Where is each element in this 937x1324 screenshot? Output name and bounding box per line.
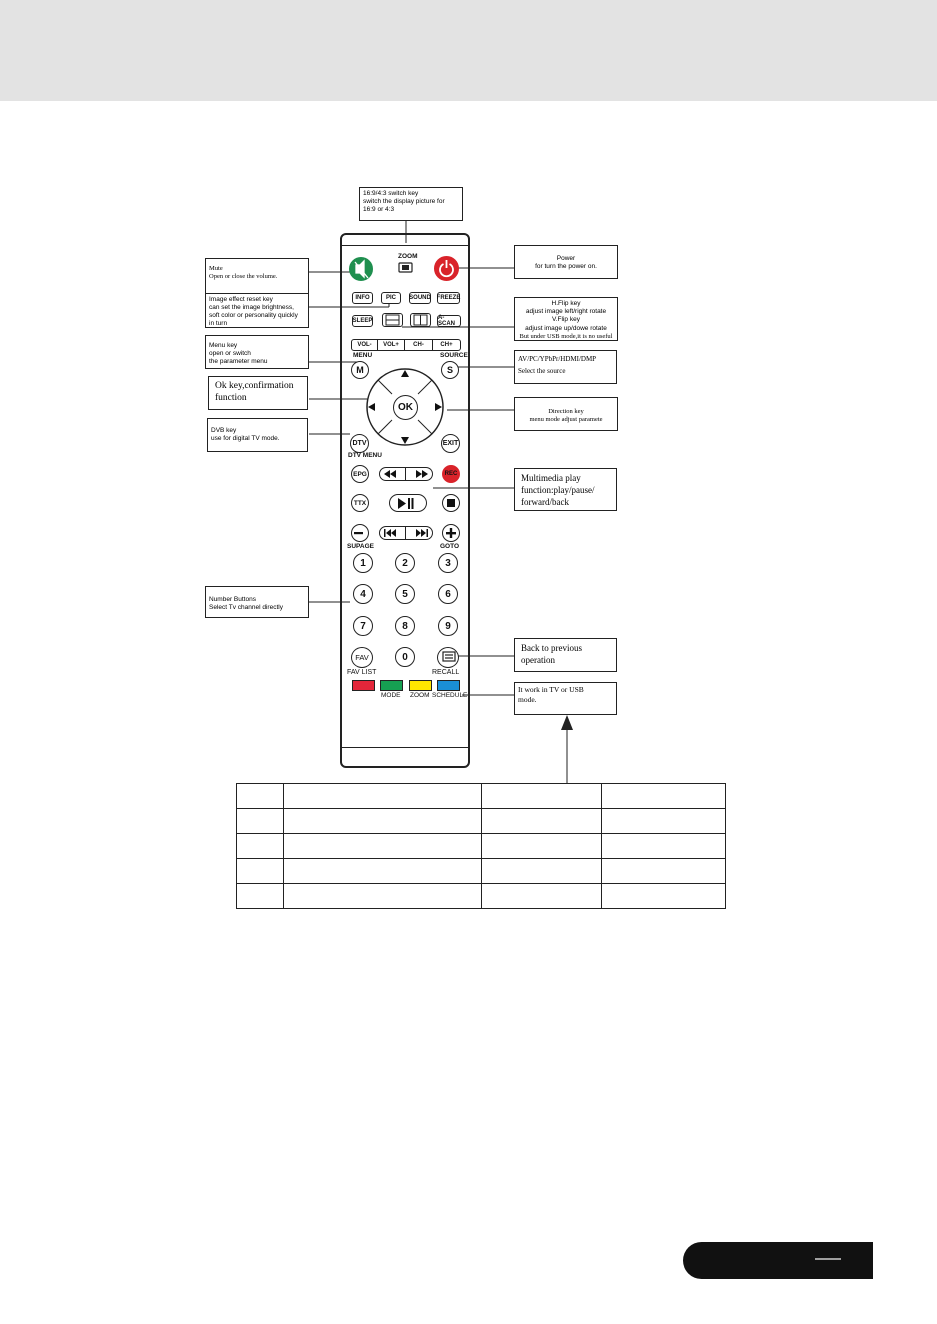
recall-label: RECALL bbox=[432, 669, 460, 676]
ascan-button[interactable]: A-SCAN bbox=[437, 315, 461, 327]
goto-label: GOTO bbox=[440, 543, 460, 550]
stop-button[interactable] bbox=[442, 494, 460, 512]
epg-button[interactable]: EPG bbox=[351, 465, 369, 483]
page-number-badge bbox=[683, 1242, 873, 1279]
number-button-4[interactable]: 4 bbox=[353, 584, 373, 604]
table-row bbox=[237, 784, 726, 809]
play-pause-button[interactable] bbox=[389, 494, 427, 512]
blue-key[interactable] bbox=[437, 680, 460, 691]
zoom-label: ZOOM bbox=[398, 253, 418, 260]
vflip-button[interactable] bbox=[410, 313, 431, 327]
mode-label: MODE bbox=[381, 692, 401, 699]
page-number-mark bbox=[815, 1258, 841, 1260]
number-button-8[interactable]: 8 bbox=[395, 616, 415, 636]
green-key[interactable] bbox=[380, 680, 403, 691]
number-button-6[interactable]: 6 bbox=[438, 584, 458, 604]
mute-callout: Mute Open or close the volume. bbox=[205, 258, 309, 295]
sleep-button[interactable]: SLEEP bbox=[352, 315, 373, 327]
fav-button[interactable]: FAV bbox=[351, 647, 373, 668]
number-button-9[interactable]: 9 bbox=[438, 616, 458, 636]
number-button-5[interactable]: 5 bbox=[395, 584, 415, 604]
subpage-label: SUPAGE bbox=[347, 543, 374, 550]
dtv-button[interactable]: DTV bbox=[350, 434, 369, 453]
menu-label: MENU bbox=[353, 352, 373, 359]
number-button-0[interactable]: 0 bbox=[395, 647, 415, 667]
sound-button[interactable]: SOUND bbox=[409, 292, 431, 304]
dtv-menu-label: DTV MENU bbox=[348, 452, 382, 459]
exit-button[interactable]: EXIT bbox=[441, 434, 460, 453]
info-button[interactable]: INFO bbox=[352, 292, 373, 304]
power-glyph bbox=[440, 260, 453, 276]
yellow-key[interactable] bbox=[409, 680, 432, 691]
number-button-7[interactable]: 7 bbox=[353, 616, 373, 636]
flip-callout: H.Flip key adjust image left/right rotate V.Flip key adjust image up/dowe rotate But under USB mode,it is no useful bbox=[514, 297, 618, 341]
red-key[interactable] bbox=[352, 680, 375, 691]
source-label: SOURCE bbox=[440, 352, 468, 359]
number-button-2[interactable]: 2 bbox=[395, 553, 415, 573]
minus-button[interactable] bbox=[351, 524, 369, 542]
recall-button[interactable] bbox=[437, 647, 459, 668]
image-effect-callout: Image effect reset key can set the image brightness, soft color or personality quickly in turn bbox=[205, 293, 309, 328]
number-button-1[interactable]: 1 bbox=[353, 553, 373, 573]
number-callout: Number Buttons Select Tv channel directly bbox=[205, 586, 309, 618]
table-row bbox=[237, 884, 726, 909]
next-button[interactable] bbox=[406, 526, 433, 540]
hflip-button[interactable] bbox=[382, 313, 403, 327]
prev-button[interactable] bbox=[379, 526, 406, 540]
vol-down-button[interactable]: VOL- bbox=[351, 339, 378, 351]
forward-button[interactable] bbox=[406, 467, 433, 481]
table-row bbox=[237, 809, 726, 834]
fav-list-label: FAV LIST bbox=[347, 669, 377, 676]
table-row bbox=[237, 859, 726, 884]
number-button-3[interactable]: 3 bbox=[438, 553, 458, 573]
pic-button[interactable]: PIC bbox=[381, 292, 401, 304]
menu-button[interactable]: M bbox=[351, 361, 369, 379]
zoom-color-label: ZOOM bbox=[410, 692, 430, 699]
back-callout: Back to previous operation bbox=[514, 638, 617, 672]
tv-usb-callout: It work in TV or USB mode. bbox=[514, 682, 617, 715]
source-button[interactable]: S bbox=[441, 361, 459, 379]
freeze-button[interactable]: FREEZE bbox=[437, 292, 460, 304]
mute-glyph bbox=[355, 261, 368, 278]
menu-callout: Menu key open or switch the parameter menu bbox=[205, 335, 309, 369]
power-callout: Power for turn the power on. bbox=[514, 245, 618, 279]
table-row bbox=[237, 834, 726, 859]
multimedia-callout: Multimedia play function:play/pause/ forward/back bbox=[514, 468, 617, 511]
schedule-label: SCHEDULE bbox=[432, 692, 468, 699]
ok-button[interactable]: OK bbox=[393, 395, 418, 420]
dvb-callout: DVB key use for digital TV mode. bbox=[207, 418, 308, 452]
ch-down-button[interactable]: CH- bbox=[405, 339, 433, 351]
rec-button[interactable]: REC bbox=[442, 465, 460, 483]
source-callout: AV/PC/YPbPr/HDMI/DMP Select the source bbox=[514, 350, 617, 384]
vol-up-button[interactable]: VOL+ bbox=[378, 339, 405, 351]
plus-button[interactable] bbox=[442, 524, 460, 542]
rewind-button[interactable] bbox=[379, 467, 406, 481]
zoom-callout: 16:9/4:3 switch key switch the display picture for 16:9 or 4:3 bbox=[359, 187, 463, 221]
ok-callout: Ok key,confirmation function bbox=[208, 376, 308, 410]
ttx-button[interactable]: TTX bbox=[351, 494, 369, 512]
ch-up-button[interactable]: CH+ bbox=[433, 339, 461, 351]
empty-table bbox=[236, 783, 726, 909]
direction-callout: Direction key menu mode adjust paramete bbox=[514, 397, 618, 431]
